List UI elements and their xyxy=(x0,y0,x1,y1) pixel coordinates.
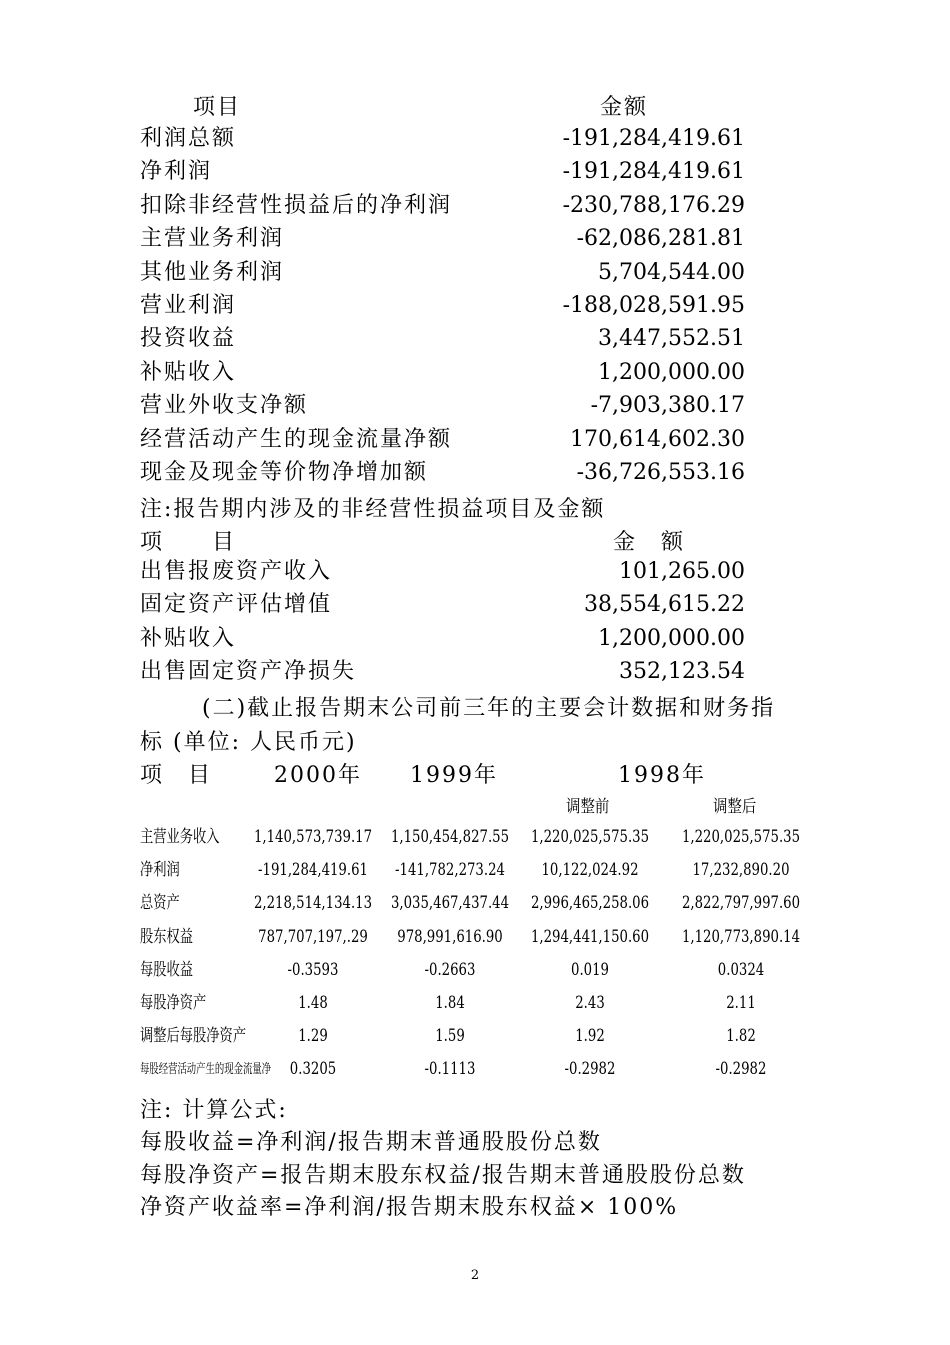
row-value: 0.0324 xyxy=(717,959,765,980)
table-row xyxy=(0,155,950,188)
table2-header-item: 项 目 xyxy=(140,530,237,555)
table-row xyxy=(0,588,950,621)
row-label: 经营活动产生的现金流量净额 xyxy=(140,426,453,452)
section-title-line2: 标 (单位: 人民币元) xyxy=(140,730,357,755)
table3-header-1998: 1998年 xyxy=(618,763,706,788)
row-label: 投资收益 xyxy=(140,326,237,352)
row-label: 净利润 xyxy=(140,860,180,881)
row-label: 营业利润 xyxy=(140,293,237,318)
row-value: -0.2982 xyxy=(715,1059,767,1080)
table-row xyxy=(0,987,950,1020)
row-value: 2,218,514,134.13 xyxy=(253,893,373,914)
row-value: 101,265.00 xyxy=(619,559,745,584)
row-value: -62,086,281.81 xyxy=(576,226,745,252)
row-value: 1,150,454,827.55 xyxy=(390,827,510,847)
table-row xyxy=(0,456,950,489)
formula-note: 注: 计算公式: xyxy=(140,1098,288,1123)
row-value: 3,035,467,437.44 xyxy=(390,893,510,914)
table-row xyxy=(0,887,950,920)
table-row xyxy=(0,322,950,355)
table-row xyxy=(0,289,950,322)
row-value: 1.82 xyxy=(726,1026,756,1047)
row-value: 170,614,602.30 xyxy=(570,426,745,452)
row-label: 调整后每股净资产 xyxy=(140,1026,247,1047)
row-value: 0.019 xyxy=(571,959,609,980)
row-label: 补贴收入 xyxy=(140,359,237,385)
table-row xyxy=(0,921,950,954)
row-value: 1,140,573,739.17 xyxy=(253,827,373,847)
row-value: 10,122,024.92 xyxy=(541,860,639,881)
table3-header-item: 项 目 xyxy=(140,763,213,788)
row-label: 扣除非经营性损益后的净利润 xyxy=(140,192,453,218)
row-value: 1,220,025,575.35 xyxy=(530,827,650,847)
row-value: 1,200,000.00 xyxy=(598,625,745,651)
table-row xyxy=(0,1020,950,1053)
table-row xyxy=(0,821,950,854)
table3-header-1999: 1999年 xyxy=(410,763,498,788)
row-label: 现金及现金等价物净增加额 xyxy=(140,460,429,485)
row-value: 38,554,615.22 xyxy=(584,592,745,618)
row-label: 每股收益 xyxy=(140,959,194,980)
row-value: 352,123.54 xyxy=(619,659,745,685)
table-row xyxy=(0,189,950,222)
row-label: 出售固定资产净损失 xyxy=(140,659,357,685)
table-row xyxy=(0,423,950,456)
formula-roe: 净资产收益率=净利润/报告期末股东权益× 100% xyxy=(140,1195,679,1220)
table-row xyxy=(0,122,950,155)
row-value: 17,232,890.20 xyxy=(692,860,790,881)
table3-subheader-before: 调整前 xyxy=(566,797,610,817)
row-value: 2,996,465,258.06 xyxy=(530,893,650,914)
table-row xyxy=(0,655,950,688)
row-value: -191,284,419.61 xyxy=(562,159,745,185)
row-label: 主营业务利润 xyxy=(140,226,285,252)
row-label: 每股净资产 xyxy=(140,993,207,1013)
row-value: -0.1113 xyxy=(424,1059,476,1080)
row-value: 787,707,197,.29 xyxy=(258,926,368,947)
row-value: -141,782,273.24 xyxy=(395,860,505,881)
row-label: 固定资产评估增值 xyxy=(140,592,333,618)
section-title-line1: (二)截止报告期末公司前三年的主要会计数据和财务指 xyxy=(202,696,776,721)
row-value: 0.3205 xyxy=(289,1059,337,1080)
row-label: 利润总额 xyxy=(140,126,237,151)
row-value: 1,120,773,890.14 xyxy=(681,926,801,947)
table-row xyxy=(0,555,950,588)
row-value: -230,788,176.29 xyxy=(562,192,745,218)
row-value: 2,822,797,997.60 xyxy=(681,893,801,914)
row-label: 股东权益 xyxy=(140,926,194,947)
row-value: -0.2982 xyxy=(564,1059,616,1080)
formula-navps: 每股净资产=报告期末股东权益/报告期末普通股股份总数 xyxy=(140,1163,746,1188)
table-row xyxy=(0,356,950,389)
table3-subheader-after: 调整后 xyxy=(713,797,757,817)
page-number: 2 xyxy=(470,1268,480,1283)
row-value: -7,903,380.17 xyxy=(590,393,745,419)
row-value: 1,220,025,575.35 xyxy=(681,827,801,847)
table-row xyxy=(0,256,950,289)
row-label: 总资产 xyxy=(140,893,180,914)
row-value: 1.92 xyxy=(575,1026,605,1047)
table2-header-amount: 金 额 xyxy=(613,530,686,555)
row-value: -188,028,591.95 xyxy=(562,293,745,318)
note-non-operating: 注:报告期内涉及的非经营性损益项目及金额 xyxy=(140,497,606,522)
table-row xyxy=(0,622,950,655)
row-label: 净利润 xyxy=(140,159,213,185)
row-value: 978,991,616.90 xyxy=(397,926,503,947)
row-value: 3,447,552.51 xyxy=(598,326,745,352)
row-value: 1.59 xyxy=(435,1026,465,1047)
row-value: -191,284,419.61 xyxy=(258,860,368,881)
table1-header-amount: 金额 xyxy=(600,95,649,120)
table-row xyxy=(0,222,950,255)
row-value: 2.11 xyxy=(726,993,756,1013)
row-label: 主营业务收入 xyxy=(140,827,220,847)
table1-header-item: 项目 xyxy=(193,95,242,120)
table-row xyxy=(0,954,950,987)
table3-header-2000: 2000年 xyxy=(274,763,362,788)
row-label: 每股经营活动产生的现金流量净 xyxy=(140,1062,272,1078)
row-value: -0.3593 xyxy=(287,959,339,980)
row-value: -191,284,419.61 xyxy=(562,126,745,151)
row-value: 1.84 xyxy=(435,993,465,1013)
row-value: 1.48 xyxy=(298,993,328,1013)
row-label: 其他业务利润 xyxy=(140,259,285,285)
row-value: -0.2663 xyxy=(424,959,476,980)
row-value: 5,704,544.00 xyxy=(598,259,745,285)
row-label: 补贴收入 xyxy=(140,625,237,651)
row-value: 1,200,000.00 xyxy=(598,359,745,385)
table-row xyxy=(0,854,950,887)
row-value: -36,726,553.16 xyxy=(576,460,745,485)
row-label: 出售报废资产收入 xyxy=(140,559,333,584)
row-value: 1,294,441,150.60 xyxy=(530,926,650,947)
formula-eps: 每股收益=净利润/报告期末普通股股份总数 xyxy=(140,1130,602,1155)
row-value: 1.29 xyxy=(298,1026,328,1047)
row-label: 营业外收支净额 xyxy=(140,393,309,419)
table-row xyxy=(0,389,950,422)
row-value: 2.43 xyxy=(575,993,605,1013)
table-row xyxy=(0,1053,950,1086)
